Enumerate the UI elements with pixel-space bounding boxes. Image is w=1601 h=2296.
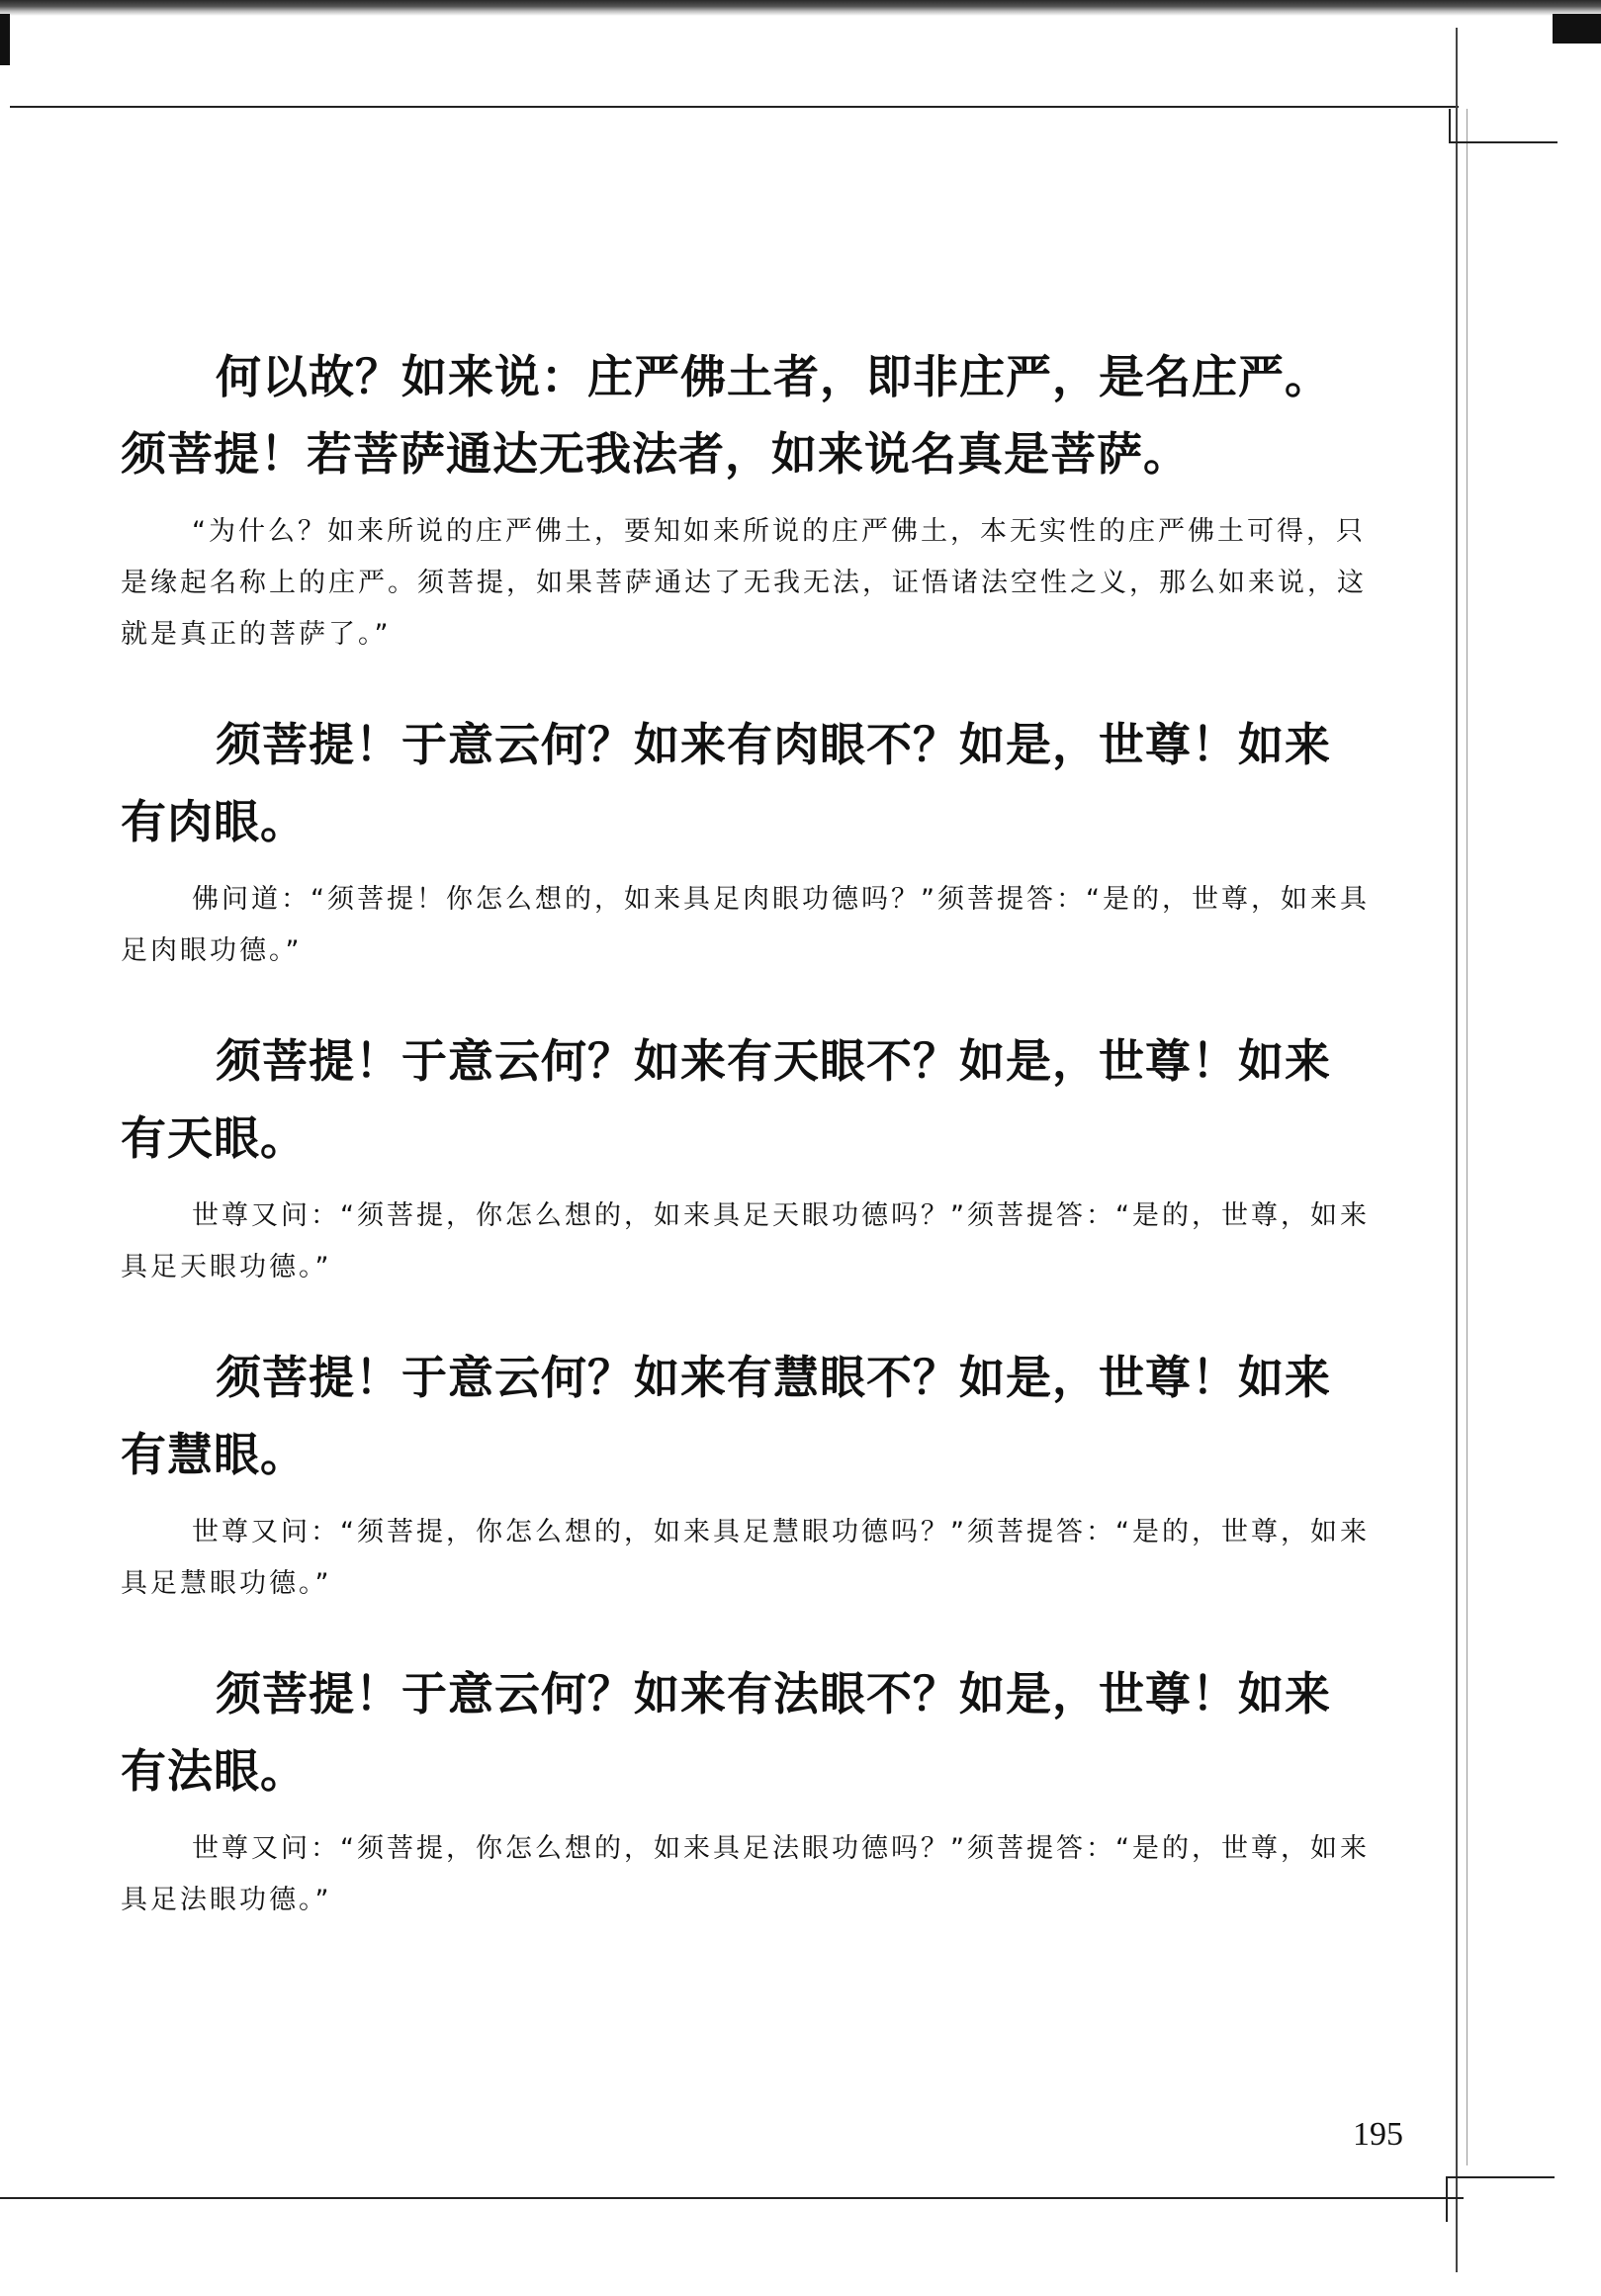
right-margin-rule-inner bbox=[1467, 109, 1468, 2165]
crop-mark-top-right-vertical bbox=[1449, 109, 1451, 142]
passage bbox=[121, 1022, 1377, 1293]
crop-mark-bottom-right-horizontal bbox=[1446, 2176, 1555, 2178]
scan-corner-mark-left bbox=[0, 14, 10, 65]
translation-text: 世尊又问：“须菩提，你怎么想的，如来具足天眼功德吗？”须菩提答：“是的，世尊，如来具足天眼功德。” bbox=[121, 1200, 1370, 1282]
translation-text: 世尊又问：“须菩提，你怎么想的，如来具足法眼功德吗？”须菩提答：“是的，世尊，如来具足法眼功德。” bbox=[121, 1833, 1370, 1915]
sutra-text: 何以故？如来说：庄严佛土者，即非庄严，是名庄严。须菩提！若菩萨通达无我法者，如来说名真是菩萨。 bbox=[121, 350, 1331, 481]
scan-corner-mark-right bbox=[1553, 14, 1601, 44]
page-number: 195 bbox=[1353, 2116, 1403, 2153]
sutra-text: 须菩提！于意云何？如来有肉眼不？如是，世尊！如来有肉眼。 bbox=[121, 718, 1331, 848]
passage bbox=[121, 1339, 1377, 1610]
page-content bbox=[121, 338, 1377, 1972]
translation-text: “为什么？如来所说的庄严佛土，要知如来所说的庄严佛土，本无实性的庄严佛土可得，只是缘起名称上的庄严。须菩提，如果菩萨通达了无我无法，证悟诸法空性之义，那么如来说，这就是真正的菩萨了。” bbox=[121, 516, 1367, 650]
sutra-text: 须菩提！于意云何？如来有法眼不？如是，世尊！如来有法眼。 bbox=[121, 1667, 1331, 1798]
sutra-text: 须菩提！于意云何？如来有慧眼不？如是，世尊！如来有慧眼。 bbox=[121, 1351, 1331, 1481]
right-margin-rule bbox=[1456, 28, 1458, 2272]
passage bbox=[121, 338, 1377, 661]
passage bbox=[121, 706, 1377, 977]
sutra-text: 须菩提！于意云何？如来有天眼不？如是，世尊！如来有天眼。 bbox=[121, 1034, 1331, 1165]
crop-mark-top-right-horizontal bbox=[1449, 141, 1557, 143]
top-rule bbox=[10, 106, 1459, 108]
translation-text: 世尊又问：“须菩提，你怎么想的，如来具足慧眼功德吗？”须菩提答：“是的，世尊，如来具足慧眼功德。” bbox=[121, 1517, 1370, 1599]
passage bbox=[121, 1655, 1377, 1926]
bottom-rule bbox=[0, 2197, 1464, 2199]
scan-edge bbox=[0, 0, 1601, 16]
crop-mark-bottom-right-vertical bbox=[1446, 2176, 1448, 2222]
translation-text: 佛问道：“须菩提！你怎么想的，如来具足肉眼功德吗？”须菩提答：“是的，世尊，如来具足肉眼功德。” bbox=[121, 884, 1370, 966]
